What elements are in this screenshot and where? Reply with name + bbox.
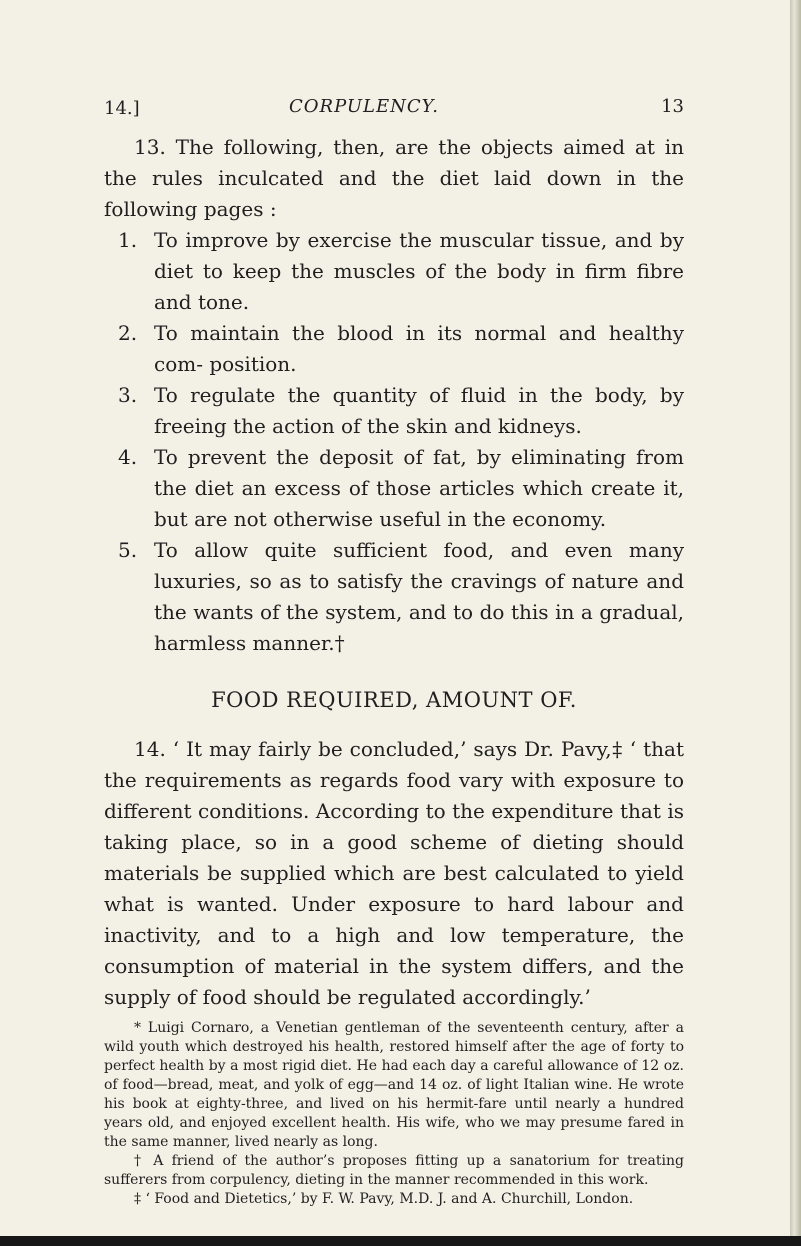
list-text: To regulate the quantity of fluid in the body, by freeing the action of the skin and kidneys. (154, 383, 684, 438)
section-13-intro: 13. The following, then, are the objects aimed at in the rules inculcated and the diet laid down in the following pages : (104, 135, 684, 221)
running-header (104, 96, 684, 124)
list-number: 4. (118, 445, 138, 469)
footnote-asterisk: * Luigi Cornaro, a Venetian gentleman of the seventeenth century, after a wild youth which destroyed his health, restored himself after the age of forty to perfect health by a most rigid diet. He had each day a careful allowance of 12 oz. of food—bread, meat, and yolk of egg—and 14 oz. of light Italian wine. He wrote his book at eighty-three, and lived on his hermit-fare until nearly a hundred years old, and enjoyed excellent health. His wife, who we may presume fared in the same manner, lived nearly as long. (104, 1020, 684, 1150)
footnote-double-dagger: ‡ ‘ Food and Dietetics,’ by F. W. Pavy, M.D. J. and A. Churchill, London. (134, 1191, 634, 1207)
list-text: To maintain the blood in its normal and healthy com- position. (154, 321, 684, 376)
page-body (104, 132, 684, 1209)
list-number: 2. (118, 321, 138, 345)
list-text: To allow quite sufficient food, and even many luxuries, so as to satisfy the cravings of nature and the wants of the system, and to do this in a gradual, harmless manner.† (154, 538, 684, 655)
section-14-paragraph: 14. ‘ It may fairly be concluded,’ says Dr. Pavy,‡ ‘ that the requirements as regards food vary with exposure to different conditions. According to the expenditure that is taking place, so in a good scheme of dieting should materials be supplied which are best calculated to yield what is wanted. Under exposure to hard labour and inactivity, and to a high and low temperature, the consumption of material in the system differs, and the supply of food should be regulated accordingly.’ (104, 737, 684, 1009)
list-text: To prevent the deposit of fat, by eliminating from the diet an excess of those articles which create it, but are not otherwise useful in the economy. (154, 445, 684, 531)
page-bottom-border (0, 1236, 801, 1246)
list-number: 3. (118, 383, 138, 407)
objectives-list (104, 225, 684, 659)
page-number: 13 (661, 96, 684, 117)
footnote-dagger: † A friend of the author’s proposes fitting up a sanatorium for treating sufferers from corpulency, dieting in the manner recommended in this work. (104, 1153, 684, 1188)
page-reference: 14.] (104, 98, 140, 119)
list-item (104, 442, 684, 535)
footnotes (104, 1019, 684, 1209)
list-item (104, 380, 684, 442)
list-item (104, 318, 684, 380)
section-heading: FOOD REQUIRED, AMOUNT OF. (211, 688, 577, 712)
running-title: CORPULENCY. (289, 96, 439, 117)
list-item (104, 535, 684, 659)
list-text: To improve by exercise the muscular tissue, and by diet to keep the muscles of the body in firm fibre and tone. (154, 228, 684, 314)
list-number: 5. (118, 538, 138, 562)
list-item (104, 225, 684, 318)
page-edge-shadow (790, 0, 801, 1246)
list-number: 1. (118, 228, 138, 252)
